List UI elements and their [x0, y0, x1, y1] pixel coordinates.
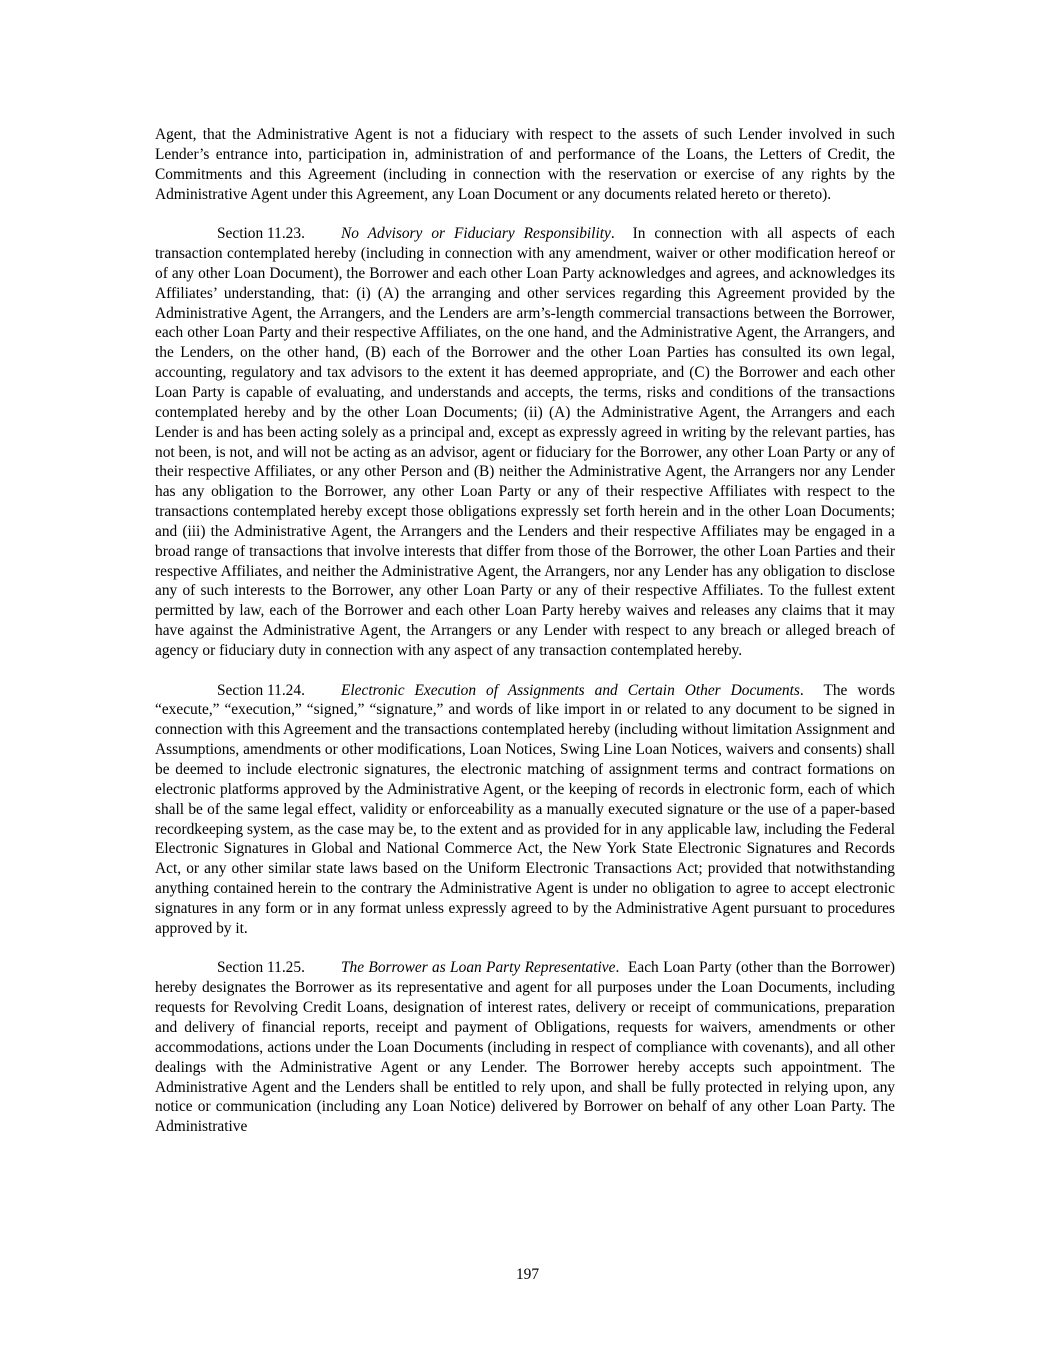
continuation-paragraph: Agent, that the Administrative Agent is not a fiduciary with respect to the assets of such Lender involved in such Lender’s entrance into, participation in, administration of and performance of the Loans, the Letters of Credit, the Commitments and this Agreement (including in connection with the reservation or exercise of any rights by the Administrative Agent under this Agreement, any Loan Document or any documents related hereto or thereto).	[155, 126, 895, 203]
section-body: The words “execute,” “execution,” “signed,” “signature,” and words of like import in or related to any document to be signed in connection with this Agreement and the transactions contemplated hereby (including without limitation Assignment and Assumptions, amendments or other modifications, Loan Notices, Swing Line Loan Notices, waivers and consents) shall be deemed to include electronic signatures, the electronic matching of assignment terms and contract formations on electronic platforms approved by the Administrative Agent, or the keeping of records in electronic form, each of which shall be of the same legal effect, validity or enforceability as a manually executed signature or the use of a paper-based recordkeeping system, as the case may be, to the extent and as provided for in any applicable law, including the Federal Electronic Signatures in Global and National Commerce Act, the New York State Electronic Signatures and Records Act, or any other similar state laws based on the Uniform Electronic Transactions Act; provided that notwithstanding anything contained herein to the contrary the Administrative Agent is under no obligation to agree to accept electronic signatures in any form or in any format unless expressly agreed to by the Administrative Agent pursuant to procedures approved by it.	[155, 681, 895, 937]
section-title: Electronic Execution of Assignments and Certain Other Documents	[341, 681, 800, 699]
page-number: 197	[515, 1266, 540, 1283]
section-body: In connection with all aspects of each transaction contemplated hereby (including in connection with any amendment, waiver or other modification hereof or of any other Loan Document), the Borrower and each other Loan Party acknowledges and agrees, and acknowledges its Affiliates’ understanding, that: (i) (A) the arranging and other services regarding this Agreement provided by the Administrative Agent, the Arrangers, and the Lenders are arm’s-length commercial transactions between the Borrower, each other Loan Party and their respective Affiliates, on the one hand, and the Administrative Agent, the Arrangers, and the Lenders, on the other hand, (B) each of the Borrower and the other Loan Parties has consulted its own legal, accounting, regulatory and tax advisors to the extent it has deemed appropriate, and (C) the Borrower and each other Loan Party is capable of evaluating, and understands and accepts, the terms, risks and conditions of the transactions contemplated hereby and by the other Loan Documents; (ii) (A) the Administrative Agent, the Arrangers and each Lender is and has been acting solely as a principal and, except as expressly agreed in writing by the relevant parties, has not been, is not, and will not be acting as an advisor, agent or fiduciary for the Borrower, any other Loan Party or any of their respective Affiliates, or any other Person and (B) neither the Administrative Agent, the Arrangers nor any Lender has any obligation to the Borrower, any other Loan Party or any of their respective Affiliates with respect to the transactions contemplated hereby except those obligations expressly set forth herein and in the other Loan Documents; and (iii) the Administrative Agent, the Arrangers and the Lenders and their respective Affiliates may be engaged in a broad range of transactions that involve interests that differ from those of the Borrower, the other Loan Parties and their respective Affiliates, and neither the Administrative Agent, the Arrangers, nor any Lender has any obligation to disclose any of such interests to the Borrower, any other Loan Party or any of their respective Affiliates. To the fullest extent permitted by law, each of the Borrower and each other Loan Party hereby waives and releases any claims that it may have against the Administrative Agent, the Arrangers or any Lender with respect to any breach or alleged breach of agency or fiduciary duty in connection with any aspect of any transaction contemplated hereby.	[155, 225, 895, 659]
section-number: Section 11.23.	[217, 225, 305, 243]
section-number: Section 11.24.	[217, 681, 305, 699]
document-page	[155, 125, 895, 1137]
section-11-23-paragraph: Section 11.23. No Advisory or Fiduciary Responsibility. In connection with all aspects of each transaction contemplated hereby (including in connection with any amendment, waiver or other modification hereof or of any other Loan Document), the Borrower and each other Loan Party acknowledges and agrees, and acknowledges its Affiliates’ understanding, that: (i) (A) the arranging and other services regarding this Agreement provided by the Administrative Agent, the Arrangers, and the Lenders are arm’s-length commercial transactions between the Borrower, each other Loan Party and their respective Affiliates, on the one hand, and the Administrative Agent, the Arrangers, and the Lenders, on the other hand, (B) each of the Borrower and the other Loan Parties has consulted its own legal, accounting, regulatory and tax advisors to the extent it has deemed appropriate, and (C) the Borrower and each other Loan Party is capable of evaluating, and understands and accepts, the terms, risks and conditions of the transactions contemplated hereby and by the other Loan Documents; (ii) (A) the Administrative Agent, the Arrangers and each Lender is and has been acting solely as a principal and, except as expressly agreed in writing by the relevant parties, has not been, is not, and will not be acting as an advisor, agent or fiduciary for the Borrower, any other Loan Party or any of their respective Affiliates, or any other Person and (B) neither the Administrative Agent, the Arrangers nor any Lender has any obligation to the Borrower, any other Loan Party or any of their respective Affiliates with respect to the transactions contemplated hereby except those obligations expressly set forth herein and in the other Loan Documents; and (iii) the Administrative Agent, the Arrangers and the Lenders and their respective Affiliates may be engaged in a broad range of transactions that involve interests that differ from those of the Borrower, the other Loan Parties and their respective Affiliates, and neither the Administrative Agent, the Arrangers, nor any Lender has any obligation to disclose any of such interests to the Borrower, any other Loan Party or any of their respective Affiliates. To the fullest extent permitted by law, each of the Borrower and each other Loan Party hereby waives and releases any claims that it may have against the Administrative Agent, the Arrangers or any Lender with respect to any breach or alleged breach of agency or fiduciary duty in connection with any aspect of any transaction contemplated hereby.	[155, 225, 895, 659]
section-number: Section 11.25.	[217, 959, 305, 977]
section-11-25-paragraph: Section 11.25. The Borrower as Loan Party Representative. Each Loan Party (other than the Borrower) hereby designates the Borrower as its representative and agent for all purposes under the Loan Documents, including requests for Revolving Credit Loans, designation of interest rates, delivery or receipt of communications, preparation and delivery of financial reports, receipt and payment of Obligations, requests for waivers, amendments or other accommodations, actions under the Loan Documents (including in respect of compliance with covenants), and all other dealings with the Administrative Agent or any Lender. The Borrower hereby accepts such appointment. The Administrative Agent and the Lenders shall be entitled to rely upon, and shall be fully protected in relying upon, any notice or communication (including any Loan Notice) delivered by Borrower on behalf of any other Loan Party. The Administrative	[155, 959, 896, 1136]
section-title: No Advisory or Fiduciary Responsibility	[341, 225, 611, 243]
section-body: Each Loan Party (other than the Borrower) hereby designates the Borrower as its representative and agent for all purposes under the Loan Documents, including requests for Revolving Credit Loans, designation of interest rates, delivery or receipt of communications, preparation and delivery of financial reports, receipt and payment of Obligations, requests for waivers, amendments or other accommodations, actions under the Loan Documents (including in respect of compliance with covenants), and all other dealings with the Administrative Agent or any Lender. The Borrower hereby accepts such appointment. The Administrative Agent and the Lenders shall be entitled to rely upon, and shall be fully protected in relying upon, any notice or communication (including any Loan Notice) delivered by Borrower on behalf of any other Loan Party. The Administrative	[155, 959, 896, 1136]
section-11-24-paragraph: Section 11.24. Electronic Execution of Assignments and Certain Other Documents. The words “execute,” “execution,” “signed,” “signature,” and words of like import in or related to any document to be signed in connection with this Agreement and the transactions contemplated hereby (including without limitation Assignment and Assumptions, amendments or other modifications, Loan Notices, Swing Line Loan Notices, waivers and consents) shall be deemed to include electronic signatures, the electronic matching of assignment terms and contract formations on electronic platforms approved by the Administrative Agent, or the keeping of records in electronic form, each of which shall be of the same legal effect, validity or enforceability as a manually executed signature or the use of a paper-based recordkeeping system, as the case may be, to the extent and as provided for in any applicable law, including the Federal Electronic Signatures in Global and National Commerce Act, the New York State Electronic Signatures and Records Act, or any other similar state laws based on the Uniform Electronic Transactions Act; provided that notwithstanding anything contained herein to the contrary the Administrative Agent is under no obligation to agree to accept electronic signatures in any form or in any format unless expressly agreed to by the Administrative Agent pursuant to procedures approved by it.	[155, 681, 895, 937]
section-title: The Borrower as Loan Party Representative	[341, 959, 616, 977]
